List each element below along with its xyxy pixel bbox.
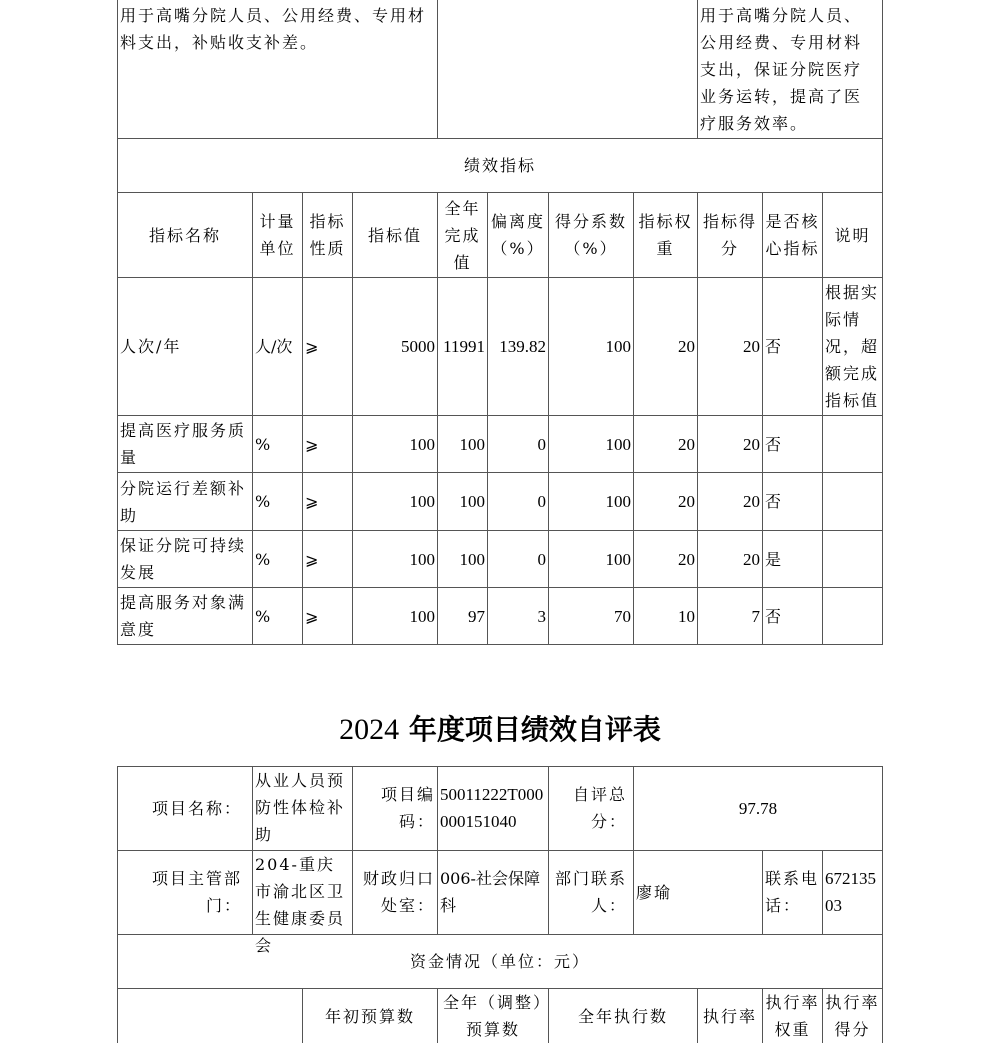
- indicator-actual: 100: [459, 434, 485, 454]
- indicator-actual: 97: [468, 606, 485, 626]
- grid-line: [882, 0, 883, 645]
- indicator-deviation: 3: [537, 606, 546, 626]
- indicator-weight: 10: [678, 606, 695, 626]
- funds-section-title: 资金情况（单位：元）: [409, 952, 590, 971]
- section-title-performance: 绩效指标: [463, 156, 536, 175]
- indicator-weight: 20: [678, 337, 695, 356]
- indicator-coef: 100: [605, 434, 631, 454]
- header-core: 是否核心指标: [765, 212, 820, 258]
- indicator-deviation: 0: [537, 549, 546, 569]
- indicator-unit: %: [255, 606, 271, 626]
- indicator-nature: ⩾: [305, 492, 319, 511]
- indicator-target: 100: [409, 492, 435, 511]
- project-code-label: 项目编码：: [380, 785, 435, 831]
- form-title: [0, 708, 1000, 748]
- funds-header-initial-budget: 年初预算数: [324, 1006, 415, 1026]
- indicator-coef: 100: [605, 492, 631, 511]
- indicator-score: 20: [743, 434, 760, 454]
- indicator-deviation: 0: [537, 434, 546, 454]
- indicator-name: 分院运行差额补助: [120, 478, 247, 525]
- dept-label: 项目主管部门：: [151, 869, 242, 915]
- header-deviation: 偏离度（%）: [490, 212, 545, 258]
- project-code-value: 50011222T000000151040: [440, 785, 544, 831]
- grid-line: [117, 850, 883, 851]
- indicator-actual: 11991: [443, 337, 485, 356]
- indicator-core: 是: [765, 549, 782, 569]
- finance-office-value: 006-社会保障科: [440, 869, 540, 915]
- grid-line: [437, 0, 438, 138]
- project-name-label: 项目名称：: [151, 799, 242, 818]
- header-target: 指标值: [367, 225, 422, 245]
- phone-label: 联系电话：: [765, 869, 820, 915]
- grid-line: [117, 644, 883, 645]
- indicator-weight: 20: [678, 492, 695, 511]
- indicator-actual: 100: [459, 492, 485, 511]
- indicator-coef: 70: [614, 606, 631, 626]
- self-score-value: 97.78: [738, 799, 778, 818]
- funds-header-adjusted-budget: 全年（调整）预算数: [442, 993, 543, 1039]
- indicator-actual: 100: [459, 549, 485, 569]
- header-coef: 得分系数（%）: [554, 212, 627, 258]
- indicator-target: 5000: [401, 337, 435, 356]
- indicator-score: 20: [743, 337, 760, 356]
- indicator-deviation: 139.82: [499, 337, 546, 356]
- indicator-nature: ⩾: [305, 434, 319, 454]
- indicator-target: 100: [409, 434, 435, 454]
- phone-value: 67213503: [825, 869, 876, 915]
- funds-header-exec-rate: 执行率: [702, 1006, 757, 1026]
- indicator-nature: ⩾: [305, 549, 319, 569]
- self-score-label: 自评总分：: [572, 785, 627, 831]
- form-title-year: 2024: [339, 713, 400, 746]
- indicator-nature: ⩾: [305, 337, 319, 356]
- indicator-core: 否: [765, 492, 782, 511]
- header-indicator-name: 指标名称: [148, 225, 221, 245]
- dept-value: 204-重庆市渝北区卫生健康委员会: [255, 855, 346, 955]
- indicator-score: 20: [743, 549, 760, 569]
- indicator-name: 提高医疗服务质量: [120, 421, 247, 467]
- indicator-target: 100: [409, 606, 435, 626]
- funds-header-executed: 全年执行数: [577, 1006, 668, 1026]
- indicator-name: 提高服务对象满意度: [120, 593, 247, 639]
- indicator-unit: %: [255, 492, 271, 511]
- indicator-score: 7: [751, 606, 760, 626]
- indicator-deviation: 0: [537, 492, 546, 511]
- funds-header-exec-score: 执行率得分: [825, 993, 880, 1039]
- indicator-core: 否: [765, 434, 782, 454]
- indicator-weight: 20: [678, 549, 695, 569]
- indicator-unit: %: [255, 434, 271, 454]
- indicator-core: 否: [765, 337, 782, 356]
- indicator-name: 人次/年: [120, 337, 182, 356]
- indicator-nature: ⩾: [305, 606, 319, 626]
- funds-header-blank: [118, 989, 302, 1043]
- indicator-coef: 100: [605, 549, 631, 569]
- indicator-core: 否: [765, 606, 782, 626]
- contact-label: 部门联系人：: [554, 869, 627, 915]
- header-nature: 指标性质: [309, 212, 346, 258]
- indicator-weight: 20: [678, 434, 695, 454]
- finance-office-label: 财政归口处室：: [362, 869, 435, 915]
- purpose-text-plan: 用于高嘴分院人员、公用经费、专用材料支出，补贴收支补差。: [120, 6, 427, 52]
- header-note: 说明: [834, 225, 871, 245]
- grid-line: [882, 766, 883, 1043]
- purpose-text-actual: 用于高嘴分院人员、公用经费、专用材料支出，保证分院医疗业务运转，提高了医疗服务效率。: [700, 6, 863, 133]
- header-actual: 全年完成值: [444, 198, 481, 272]
- header-weight: 指标权重: [638, 212, 693, 258]
- header-unit: 计量单位: [259, 212, 296, 258]
- indicator-note: 根据实际情况，超额完成指标值: [825, 283, 880, 410]
- indicator-target: 100: [409, 549, 435, 569]
- form-title-text: 年度项目绩效自评表: [408, 713, 661, 746]
- funds-header-exec-weight: 执行率权重: [765, 993, 820, 1039]
- indicator-score: 20: [743, 492, 760, 511]
- contact-value: 廖瑜: [636, 883, 673, 902]
- indicator-unit: %: [255, 549, 271, 569]
- indicator-unit: 人/次: [255, 337, 293, 356]
- header-score: 指标得分: [702, 212, 757, 258]
- indicator-coef: 100: [605, 337, 631, 356]
- indicator-name: 保证分院可持续发展: [120, 536, 247, 582]
- project-name-value: 从业人员预防性体检补助: [255, 771, 346, 844]
